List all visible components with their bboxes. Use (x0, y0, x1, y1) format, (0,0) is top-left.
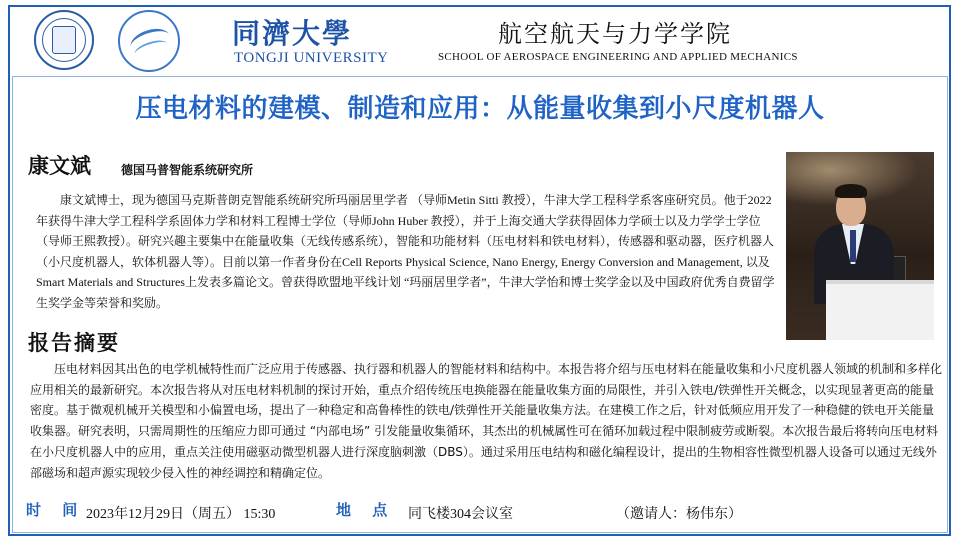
speaker-name: 康文斌 (28, 154, 91, 178)
tongji-seal-logo-icon (34, 10, 94, 70)
time-value: 2023年12月29日（周五） 15:30 (86, 507, 276, 522)
time-label: 时 间 (26, 501, 86, 519)
speaker-affiliation: 德国马普智能系统研究所 (121, 163, 254, 177)
place-label: 地 点 (336, 501, 396, 519)
talk-title: 压电材料的建模、制造和应用：从能量收集到小尺度机器人 (135, 94, 825, 124)
school-name-en: SCHOOL OF AEROSPACE ENGINEERING AND APPLIED MECHANICS (438, 51, 798, 63)
speaker-bio (36, 190, 776, 313)
place-value: 同飞楼304会议室 (408, 507, 513, 522)
abstract-heading: 报告摘要 (28, 331, 120, 355)
host-info: （邀请人：杨伟东） (616, 507, 742, 522)
event-info (10, 496, 950, 526)
university-name-cn: 同濟大學 (232, 17, 353, 50)
poster-header (10, 6, 950, 74)
school-logo-icon (118, 10, 180, 72)
speaker-bio-text: 康文斌博士，现为德国马克斯普朗克智能系统研究所玛丽居里学者 （导师Metin Sitti 教授），牛津大学工程科学系客座研究员。他于2022年获得牛津大学工程科学系固体力学和材料工程博士学位（导师John Huber 教授），并于上海交通大学获得固体力学硕士以及力学学士学位（导师王熙教授）。研究兴趣主要集中在能量收集（无线传感系统），智能和功能材料（压电材料和铁电材料），传感器和驱动器，医疗机器人（小尺度机器人，软体机器人等）。目前以第一作者身份在Cell Reports Physical Science, Nano Energy, Energy Conversion and Management, 以及Smart Materials and Structures上发表多篇论文。曾获得欧盟地平线计划 “玛丽居里学者”，牛津大学怡和博士奖学金以及中国政府优秀自费留学生奖学金等荣誉和奖励。 (36, 193, 775, 310)
abstract-text: 压电材料因其出色的电学机械特性而广泛应用于传感器、执行器和机器人的智能材料和结构中。本报告将介绍与压电材料在能量收集和小尺度机器人领域的机制和多样化应用相关的最新研究。本次报告将从对压电材料机制的探讨开始，重点介绍传统压电换能器在能量收集方面的局限性，并引入铁电/铁弹性开关概念，以实现显著更高的能量密度。基于微观机械开关模型和小偏置电场，提出了一种稳定和高鲁棒性的铁电/铁弹性开关能量收集方法。在建模工作之后，针对低频应用开发了一种稳健的铁电开关能量收集器。研究表明，只需周期性的压缩应力即可通过 “内部电场” 引发能量收集循环，其杰出的机械属性可在循环加载过程中限制疲劳或断裂。本次报告最后将转向压电材料在小尺度机器人中的应用，重点关注使用磁驱动微型机器人进行深度脑刺激（DBS）。通过采用压电结构和磁化编程设计，提出的生物相容性微型机器人设备可以通过无线外部磁场和超声源实现较少侵入性的神经调控和精确定位。 (30, 362, 943, 480)
university-name-en: TONGJI UNIVERSITY (234, 50, 389, 66)
speaker-photo (786, 152, 934, 340)
abstract-body (30, 359, 942, 483)
school-name-cn: 航空航天与力学学院 (498, 20, 732, 48)
